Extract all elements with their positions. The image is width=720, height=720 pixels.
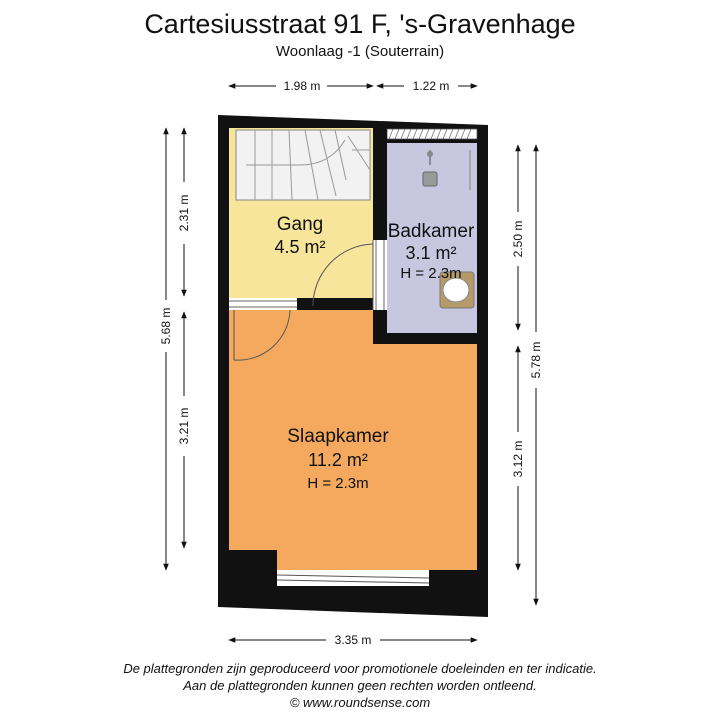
room-label-badkamer: Badkamer xyxy=(387,221,475,242)
svg-text:3.35 m: 3.35 m xyxy=(334,633,372,647)
room-label-slaapkamer: Slaapkamer xyxy=(287,426,389,447)
svg-text:1.22 m: 1.22 m xyxy=(412,79,450,93)
dimension-top-left xyxy=(229,79,373,93)
room-area-slaapkamer: 11.2 m² xyxy=(308,450,368,470)
staircase xyxy=(236,130,370,200)
room-height-badkamer: H = 2.3m xyxy=(400,265,462,282)
room-label-gang: Gang xyxy=(276,214,324,235)
dimension-left-lower xyxy=(177,312,191,548)
dimension-right-upper xyxy=(511,145,525,330)
vent-grille xyxy=(387,129,477,139)
dimension-left-upper xyxy=(177,128,191,296)
svg-text:3.12 m: 3.12 m xyxy=(511,440,525,478)
wall-pillar-left xyxy=(229,550,277,590)
room-area-badkamer: 3.1 m² xyxy=(405,243,457,263)
room-area-gang: 4.5 m² xyxy=(274,237,326,257)
window-bottom xyxy=(277,570,429,586)
floor-level-subtitle: Woonlaag -1 (Souterrain) xyxy=(275,43,445,60)
dimension-top-right xyxy=(377,79,477,93)
svg-text:5.78 m: 5.78 m xyxy=(529,341,543,379)
wall-pillar-right xyxy=(429,570,477,608)
svg-text:2.50 m: 2.50 m xyxy=(511,220,525,258)
disclaimer-line-2: Aan de plattegronden kunnen geen rechten worden ontleend. xyxy=(183,678,537,693)
page-title: Cartesiusstraat 91 F, 's-Gravenhage xyxy=(144,9,576,39)
svg-text:1.98 m: 1.98 m xyxy=(283,79,321,93)
interior-wall-vertical xyxy=(373,130,387,344)
dimension-left-total xyxy=(159,128,173,570)
svg-text:5.68 m: 5.68 m xyxy=(159,307,173,345)
disclaimer-line-1: De plattegronden zijn geproduceerd voor promotionele doeleinden en ter indicatie. xyxy=(123,661,597,676)
dimension-right-lower xyxy=(511,346,525,570)
svg-text:2.31 m: 2.31 m xyxy=(177,194,191,232)
dimension-right-total xyxy=(529,145,543,605)
dimension-bottom xyxy=(229,633,477,647)
svg-text:3.21 m: 3.21 m xyxy=(177,407,191,445)
copyright-link[interactable]: © www.roundsense.com xyxy=(289,695,431,710)
room-height-slaapkamer: H = 2.3m xyxy=(307,475,369,492)
